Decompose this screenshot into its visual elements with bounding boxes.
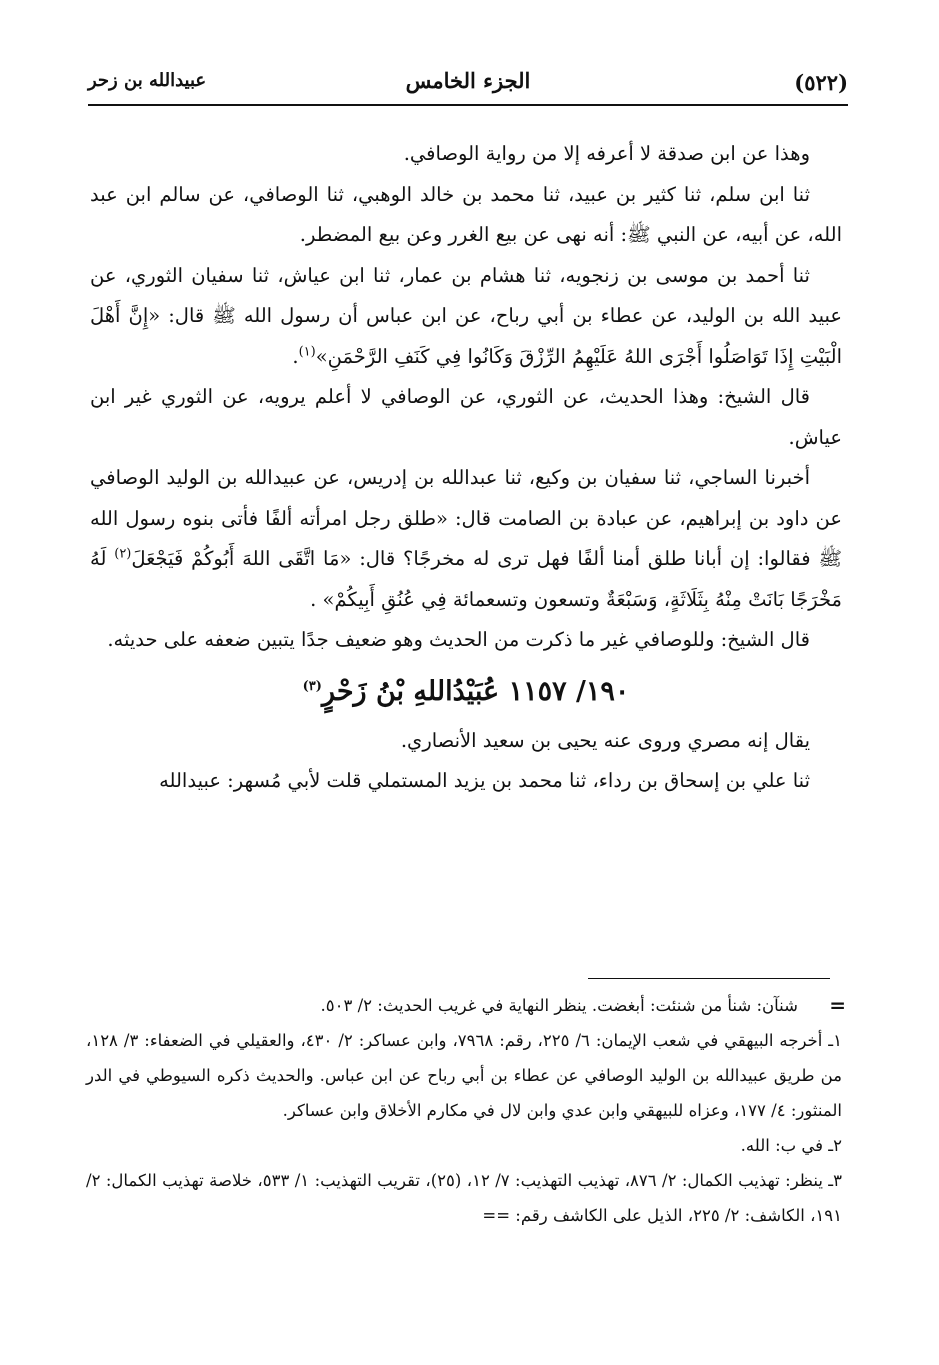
paragraph-text: أخبرنا الساجي، ثنا سفيان بن وكيع، ثنا عبدالله بن إدريس، عن عبيدالله بن الوليد الوصافي عن داود بن إبراهيم، عن عبادة بن الصامت قال: «طلق رجل امرأته ألفًا فأتى بنوه رسول الله ﷺ فقالوا: إن أبانا طلق أمنا ألفًا فهل ترى له مخرجًا؟ قال: «مَا اتَّقَى اللهَ أَبُوكُمْ فَيَجْعَلَ xyxy=(90,466,842,570)
paragraph xyxy=(90,256,842,378)
paragraph-text: لَهُ مَخْرَجًا بَانَتْ مِنْهُ بِثَلَاثَةٍ، وَسَبْعَةٌ وتسعون وتسعمائة فِي عُنُقِ أَبِيكُمْ» . xyxy=(90,547,842,611)
main-text xyxy=(90,134,842,802)
paragraph: ثنا ابن سلم، ثنا كثير بن عبيد، ثنا محمد بن خالد الوهبي، ثنا الوصافي، عن سالم ابن عبد الله، عن أبيه، عن النبي ﷺ: أنه نهى عن بيع الغرر وعن بيع المضطر. xyxy=(90,182,842,246)
paragraph: وهذا عن ابن صدقة لا أعرفه إلا من رواية الوصافي. xyxy=(403,142,810,165)
footnotes xyxy=(86,988,846,1233)
paragraph: قال الشيخ: وللوصافي غير ما ذكرت من الحديث وهو ضعيف جدًا يتبين ضعفه على حديثه. xyxy=(107,628,810,651)
paragraph-text: . xyxy=(292,344,299,368)
page-number: (٥٢٢) xyxy=(794,70,848,95)
paragraph: قال الشيخ: وهذا الحديث، عن الثوري، عن الوصافي لا أعلم يرويه، عن الثوري غير ابن عياش. xyxy=(90,385,842,449)
footnote-ref: (٣) xyxy=(302,678,322,694)
entry-heading xyxy=(90,663,842,721)
paragraph-text: ثنا أحمد بن موسى بن زنجويه، ثنا هشام بن عمار، ثنا ابن عياش، ثنا سفيان الثوري، عن عبيد الله بن الوليد، عن عطاء بن أبي رباح، عن ابن عباس أن رسول الله ﷺ قال: «إِنَّ أَهْلَ الْبَيْتِ إِذَا تَوَاصَلُوا أَجْرَى اللهُ عَلَيْهِمُ الرِّزْقَ وَكَانُوا فِي كَنَفِ الرَّحْمَنِ» xyxy=(90,263,842,368)
page-header xyxy=(88,62,848,106)
volume-title: الجزء الخامس xyxy=(405,68,531,93)
paragraph: يقال إنه مصري وروى عنه يحيى بن سعيد الأنصاري. xyxy=(400,728,810,752)
footnote-continuation xyxy=(86,988,846,1023)
footnote-text: شنآن: شنأ من شنئت: أبغضت. ينظر النهاية في غريب الحديث: ٢/ ٥٠٣. xyxy=(320,996,798,1015)
footnote-3: ٣ـ ينظر: تهذيب الكمال: ٢/ ٨٧٦، تهذيب التهذيب: ٧/ ١٢، (٢٥)، تقريب التهذيب: ١/ ٥٣٣، خلاصة تهذيب الكمال: ٢/ ١٩١، الكاشف: ٢/ ٢٢٥، الذيل على الكاشف رقم: == xyxy=(86,1171,843,1225)
footnote-ref: (٢) xyxy=(114,546,132,562)
paragraph: ثنا علي بن إسحاق بن رداء، ثنا محمد بن يزيد المستملي قلت لأبي مُسهر: عبيدالله xyxy=(159,769,810,792)
paragraph xyxy=(90,458,842,620)
footnote-ref: (١) xyxy=(298,344,316,359)
running-entry-name: عبيدالله بن زحر xyxy=(88,70,207,91)
entry-heading-text: ١٩٠/ ١١٥٧ عُبَيْدُاللهِ بْنُ زَحْرٍ xyxy=(321,675,630,707)
footnote-1: ١ـ أخرجه البيهقي في شعب الإيمان: ٦/ ٢٢٥، رقم: ٧٩٦٨، وابن عساكر: ٢/ ٤٣٠، والعقيلي في الضعفاء: ٣/ ١٢٨، من طريق عبيدالله بن الوليد الوصافي عن عطاء بن أبي رباح عن ابن عباس. والحديث ذكره السيوطي في الدر المنثور: ٤/ ١٧٧، وعزاه للبيهقي وابن عدي وابن لال في مكارم الأخلاق وابن عساكر. xyxy=(86,1031,843,1120)
header-divider xyxy=(88,104,848,106)
footnote-divider xyxy=(588,978,830,979)
continuation-mark: = xyxy=(829,993,846,1017)
footnote-2: ٢ـ في ب: الله. xyxy=(740,1136,842,1155)
